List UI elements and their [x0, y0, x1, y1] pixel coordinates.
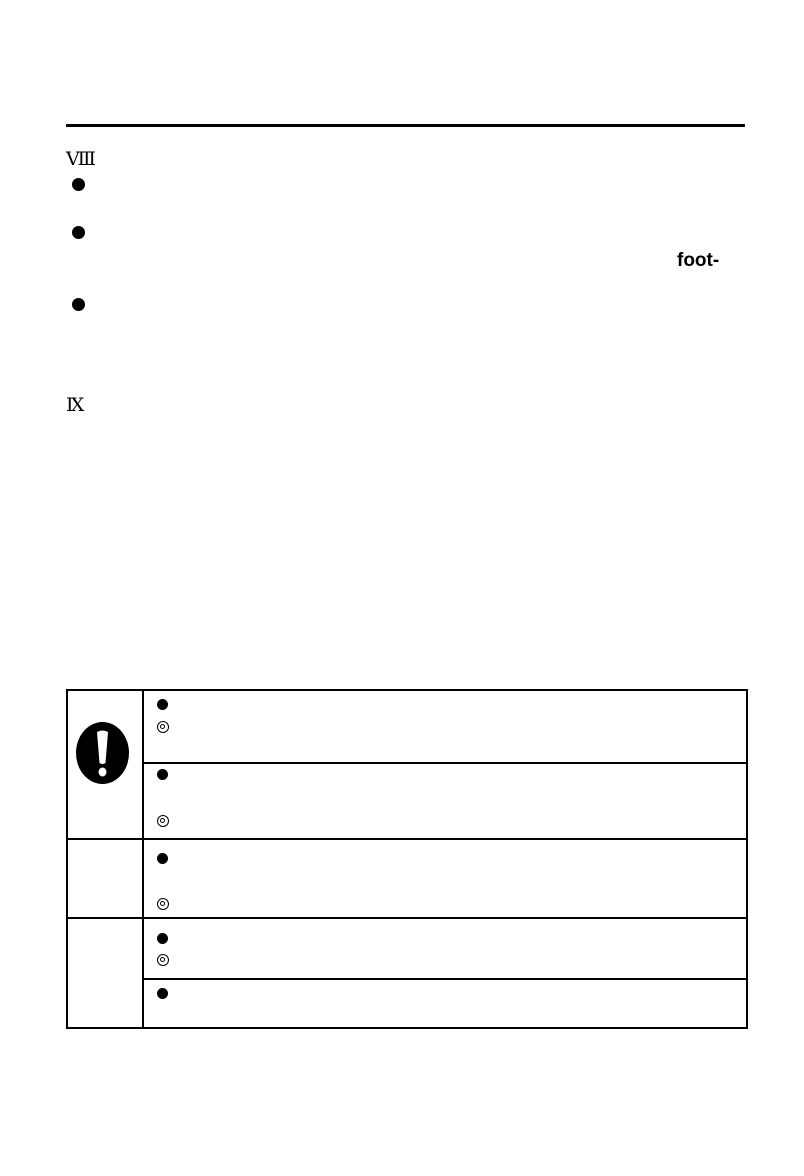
- table-row-divider: [66, 838, 748, 840]
- bullet-icon: [157, 699, 168, 710]
- bullet-icon: [157, 853, 168, 864]
- bullet-icon: [157, 769, 168, 780]
- header-rule: [66, 124, 745, 127]
- bullet-icon: [72, 298, 85, 311]
- table-row-divider: [142, 762, 748, 764]
- section-ix-numeral: Ⅸ: [66, 394, 85, 416]
- section-viii-numeral: Ⅷ: [66, 148, 95, 170]
- bullet-icon: [72, 226, 85, 239]
- double-circle-icon: [157, 721, 169, 733]
- bullet-icon: [72, 178, 85, 191]
- mandatory-instruction-icon: [76, 722, 129, 784]
- bullet-icon: [157, 988, 168, 999]
- double-circle-icon: [157, 815, 169, 827]
- table-row-divider: [66, 917, 748, 919]
- table-row-divider: [142, 978, 748, 980]
- double-circle-icon: [157, 898, 169, 910]
- bullet-icon: [157, 933, 168, 944]
- hyphenated-word: foot-: [677, 250, 720, 271]
- double-circle-icon: [157, 954, 169, 966]
